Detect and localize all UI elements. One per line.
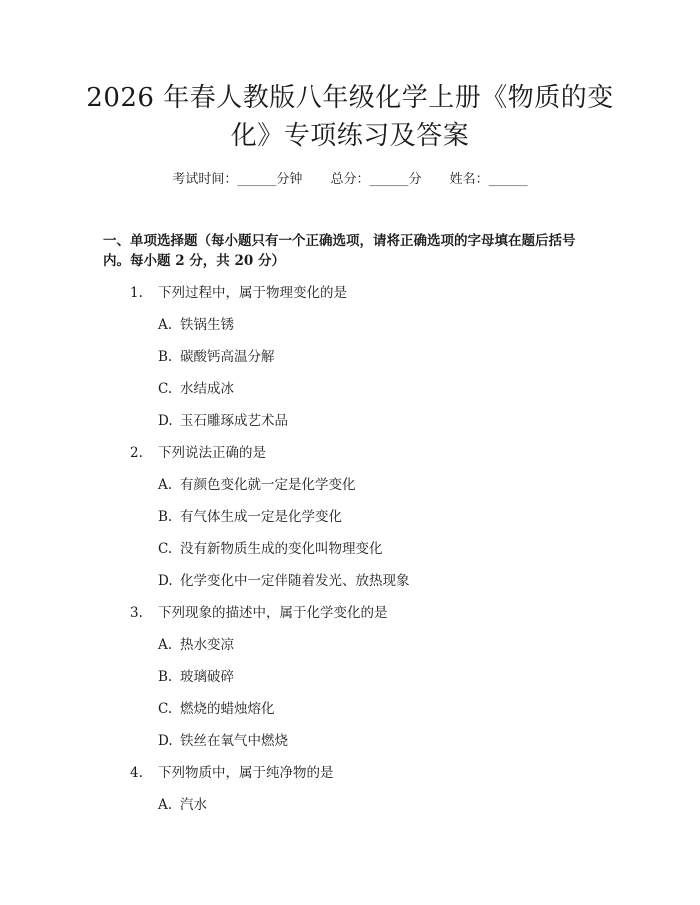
question-3-option-a [158, 636, 234, 654]
question-3 [130, 604, 388, 622]
option-letter: C. [158, 541, 173, 557]
question-3-option-d [158, 732, 288, 750]
question-1-option-a [158, 316, 234, 334]
section-heading-line-1: 一、单项选择题（每小题只有一个正确选项，请将正确选项的字母填在题后括号 [103, 233, 576, 249]
exam-name-field: 姓名：______ [449, 172, 528, 187]
option-text: 铁丝在氧气中燃烧 [180, 733, 288, 749]
option-letter: A. [158, 797, 173, 813]
question-2-option-c [158, 540, 383, 558]
option-text: 玉石雕琢成艺术品 [180, 413, 288, 429]
option-text: 水结成冰 [180, 381, 234, 397]
option-text: 碳酸钙高温分解 [180, 349, 275, 365]
question-text: 下列过程中，属于物理变化的是 [158, 285, 347, 301]
exam-score-field: 总分：______分 [330, 172, 422, 187]
option-text: 汽水 [180, 797, 207, 813]
question-1-option-b [158, 348, 275, 366]
option-letter: A. [158, 317, 173, 333]
option-text: 没有新物质生成的变化叫物理变化 [180, 541, 383, 557]
question-number: 2. [130, 445, 143, 461]
section-heading-line-2: 内。每小题 2 分，共 20 分） [103, 253, 285, 269]
exam-time-field: 考试时间：______分钟 [172, 172, 303, 187]
option-letter: B. [158, 349, 173, 365]
question-text: 下列现象的描述中，属于化学变化的是 [158, 605, 388, 621]
option-text: 热水变凉 [180, 637, 234, 653]
question-3-option-b [158, 668, 234, 686]
question-text: 下列物质中，属于纯净物的是 [158, 765, 334, 781]
question-4-option-a [158, 796, 207, 814]
option-letter: C. [158, 381, 173, 397]
document-title-line-2: 化》专项练习及答案 [230, 121, 470, 151]
option-text: 化学变化中一定伴随着发光、放热现象 [180, 573, 410, 589]
question-1-option-d [158, 412, 288, 430]
question-number: 3. [130, 605, 143, 621]
option-letter: C. [158, 701, 173, 717]
question-2-option-b [158, 508, 342, 526]
question-number: 1. [130, 285, 143, 301]
question-number: 4. [130, 765, 143, 781]
option-text: 铁锅生锈 [180, 317, 234, 333]
question-3-option-c [158, 700, 275, 718]
option-letter: A. [158, 637, 173, 653]
option-text: 燃烧的蜡烛熔化 [180, 701, 275, 717]
question-1 [130, 284, 347, 302]
question-4 [130, 764, 334, 782]
option-letter: D. [158, 573, 173, 589]
exam-info-bar [0, 168, 700, 187]
question-1-option-c [158, 380, 234, 398]
option-letter: B. [158, 509, 173, 525]
document-title-line-1: 2026 年春人教版八年级化学上册《物质的变 [86, 83, 614, 113]
option-text: 玻璃破碎 [180, 669, 234, 685]
option-letter: B. [158, 669, 173, 685]
question-2-option-a [158, 476, 356, 494]
question-text: 下列说法正确的是 [158, 445, 266, 461]
question-2 [130, 444, 266, 462]
option-text: 有气体生成一定是化学变化 [180, 509, 342, 525]
option-letter: A. [158, 477, 173, 493]
question-2-option-d [158, 572, 410, 590]
option-letter: D. [158, 413, 173, 429]
option-letter: D. [158, 733, 173, 749]
option-text: 有颜色变化就一定是化学变化 [180, 477, 356, 493]
